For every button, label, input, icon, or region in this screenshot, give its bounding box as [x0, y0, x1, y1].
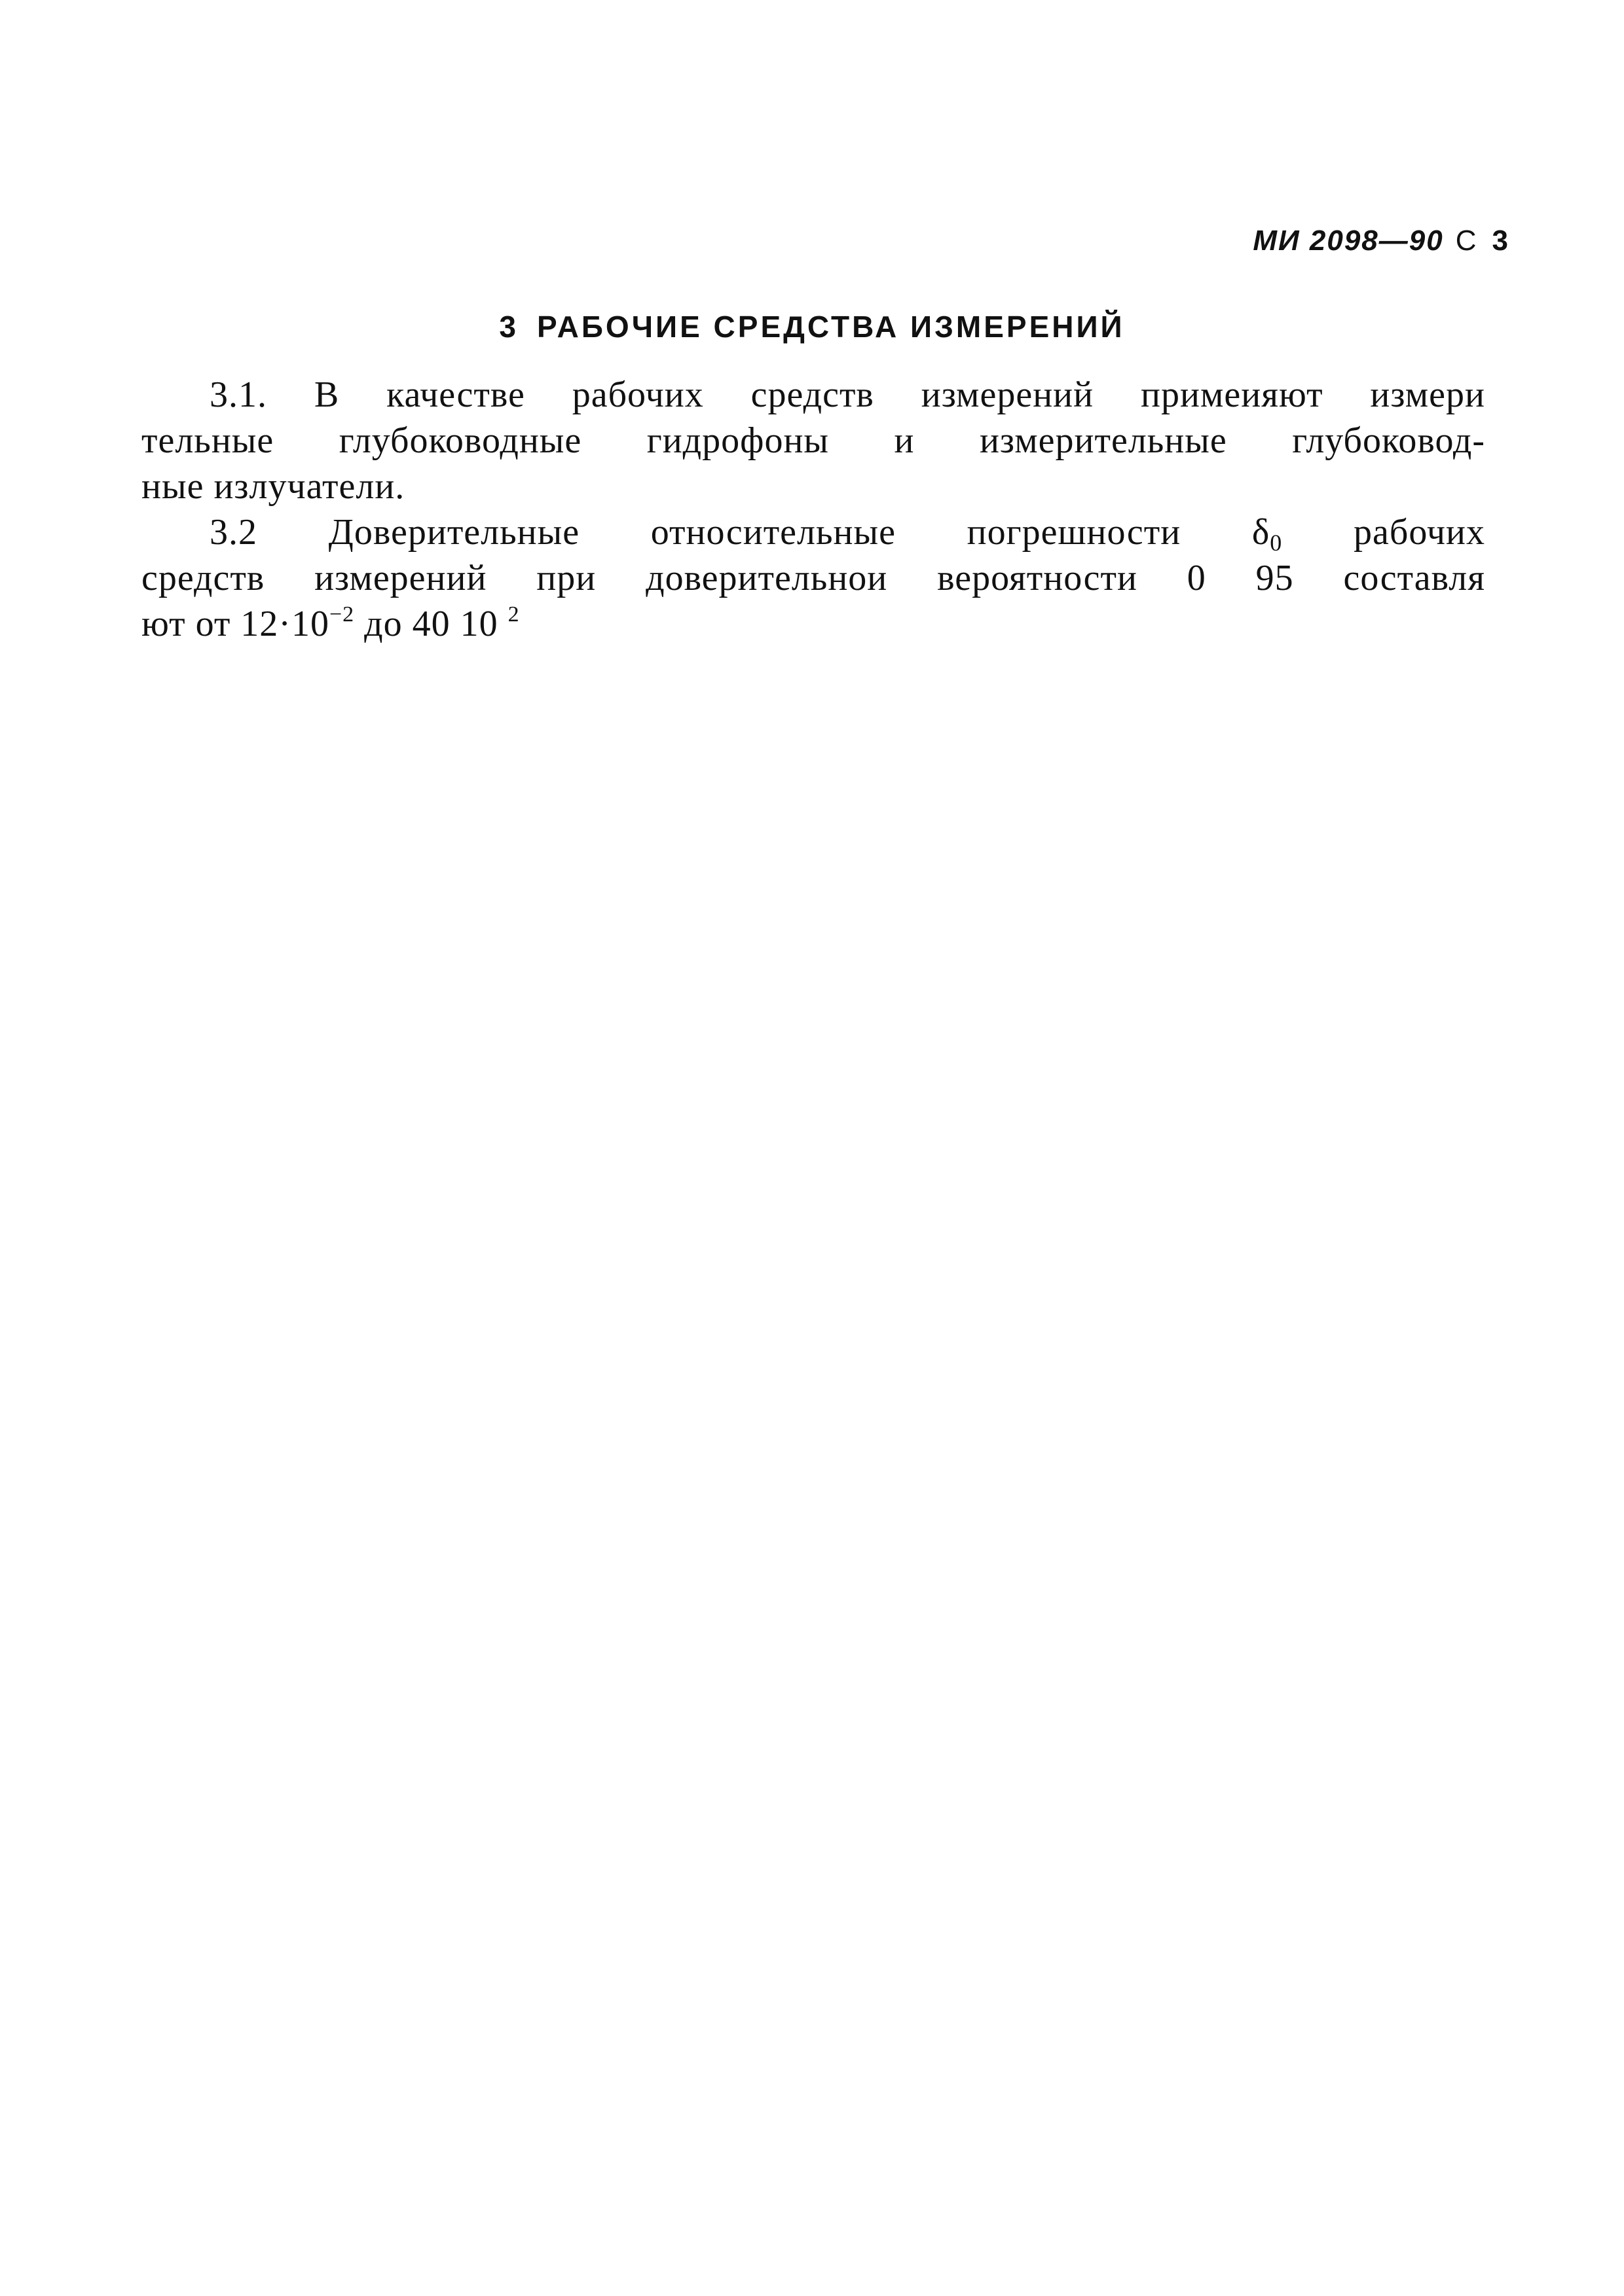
section-number: 3: [499, 310, 519, 344]
paragraph-line: средств измерений при доверительнои вероятности 0 95 составля: [141, 558, 1485, 598]
text-run: ют от 12·10: [141, 604, 329, 644]
text-run: до 40 10: [354, 604, 508, 644]
paragraph-line: ные излучатели.: [141, 466, 405, 507]
exponent: 2: [507, 602, 520, 627]
paragraph-line: [141, 509, 1485, 555]
paragraph-line: тельные глубоководные гидрофоны и измерительные глубоковод-: [141, 420, 1485, 461]
text-run: рабочих: [1282, 512, 1485, 553]
document-body: [141, 372, 1485, 647]
exponent: −2: [329, 602, 355, 627]
paragraph-line: [141, 601, 1485, 647]
page-number: 3: [1492, 225, 1509, 257]
section-heading: [0, 309, 1624, 344]
page-label: С: [1455, 225, 1478, 257]
paragraph-line: 3.1. В качестве рабочих средств измерений примеияют измери: [210, 374, 1485, 415]
text-run: 3.2 Доверительные относительные погрешности δ: [210, 512, 1270, 553]
page-header-reference: [1253, 225, 1509, 257]
paragraph-3-2: [141, 509, 1485, 647]
paragraph-3-1: [141, 372, 1485, 509]
section-title: РАБОЧИЕ СРЕДСТВА ИЗМЕРЕНИЙ: [537, 310, 1125, 344]
delta-subscript: 0: [1270, 530, 1283, 556]
document-code: МИ 2098—90: [1253, 225, 1444, 257]
